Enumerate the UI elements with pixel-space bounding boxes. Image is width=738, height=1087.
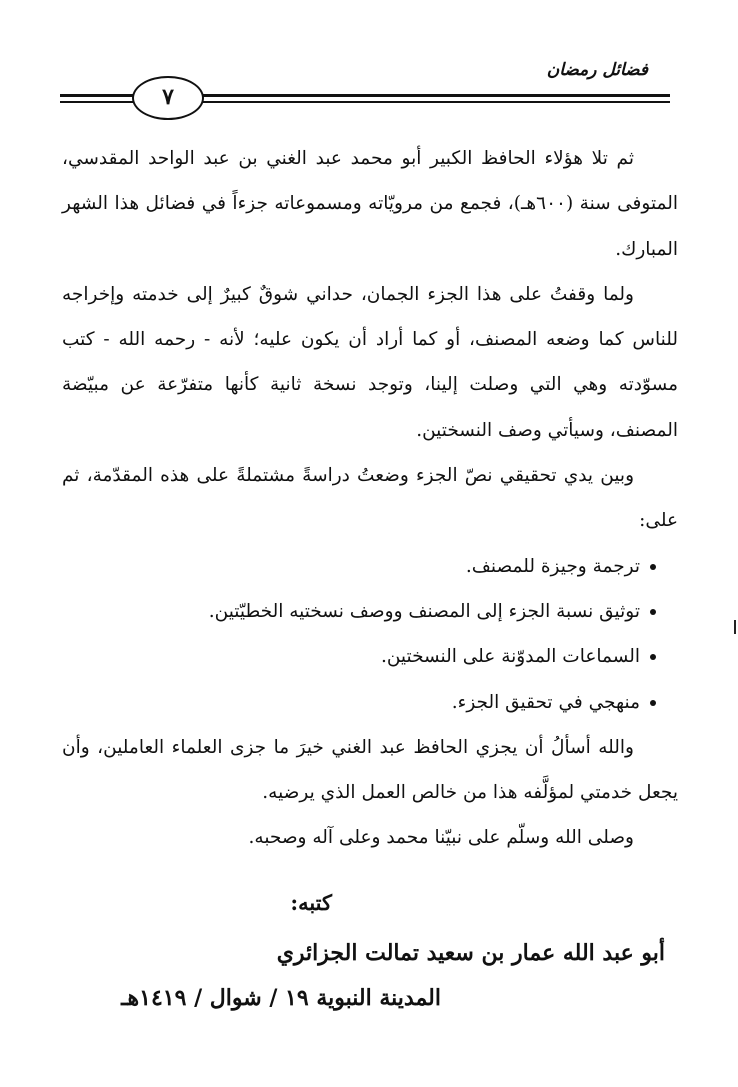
paragraph-prayer: والله أسألُ أن يجزي الحافظ عبد الغني خيرَ ما جزى العلماء العاملين، وأن يجعل خدمتي لمؤلَّفه هذا من خالص العمل الذي يرضيه. [62,736,678,804]
list-item [62,680,656,725]
signature-label: كتبه: [290,890,332,915]
list-item-text: ترجمة وجيزة للمصنف. [465,555,640,577]
list-item [62,634,656,679]
list-item [62,544,656,589]
list-item [62,589,656,634]
paragraph-manuscript: ولما وقفتُ على هذا الجزء الجمان، حداني شوقٌ كبيرٌ إلى خدمته وإخراجه للناس كما وضعه المصنف، أو كما أراد أن يكون عليه؛ لأنه - رحمه الله - كتب مسوّدته وهي التي وصلت إلينا، وتوجد نسخة ثانية كأنها متفرّعة عن مبيّضة المصنف، وسيأتي وصف النسختين. [62,283,678,441]
bullet-icon [650,609,656,615]
list-item-text: توثيق نسبة الجزء إلى المصنف ووصف نسختيه الخطيّتين. [208,600,640,622]
paragraph-author-intro: ثم تلا هؤلاء الحافظ الكبير أبو محمد عبد الغني بن عبد الواحد المقدسي، المتوفى سنة (٦٠٠هـ)، فجمع من مرويّاته ومسموعاته جزءاً في فضائل هذا الشهر المبارك. [62,148,679,260]
list-item-text: منهجي في تحقيق الجزء. [451,691,640,713]
running-title: فضائل رمضان [546,60,648,80]
signature-name: أبو عبد الله عمار بن سعيد تمالت الجزائري [276,940,665,966]
bullet-icon [650,700,656,706]
study-contents-list [62,544,678,725]
paragraph-study-intro: وبين يدي تحقيقي نصّ الجزء وضعتُ دراسةً مشتملةً على هذه المقدّمة، ثم على: [62,465,678,532]
scan-edge-mark [734,620,736,634]
list-item-text: السماعات المدوّنة على النسختين. [380,646,640,668]
paragraph-salutation: وصلى الله وسلّم على نبيّنا محمد وعلى آله وصحبه. [248,827,634,849]
signature-place-date: المدينة النبوية ١٩ / شوال / ١٤١٩هـ [121,985,441,1011]
bullet-icon [650,654,656,660]
bullet-icon [650,564,656,570]
body-text [62,136,678,861]
page-number: ٧ [132,76,204,120]
